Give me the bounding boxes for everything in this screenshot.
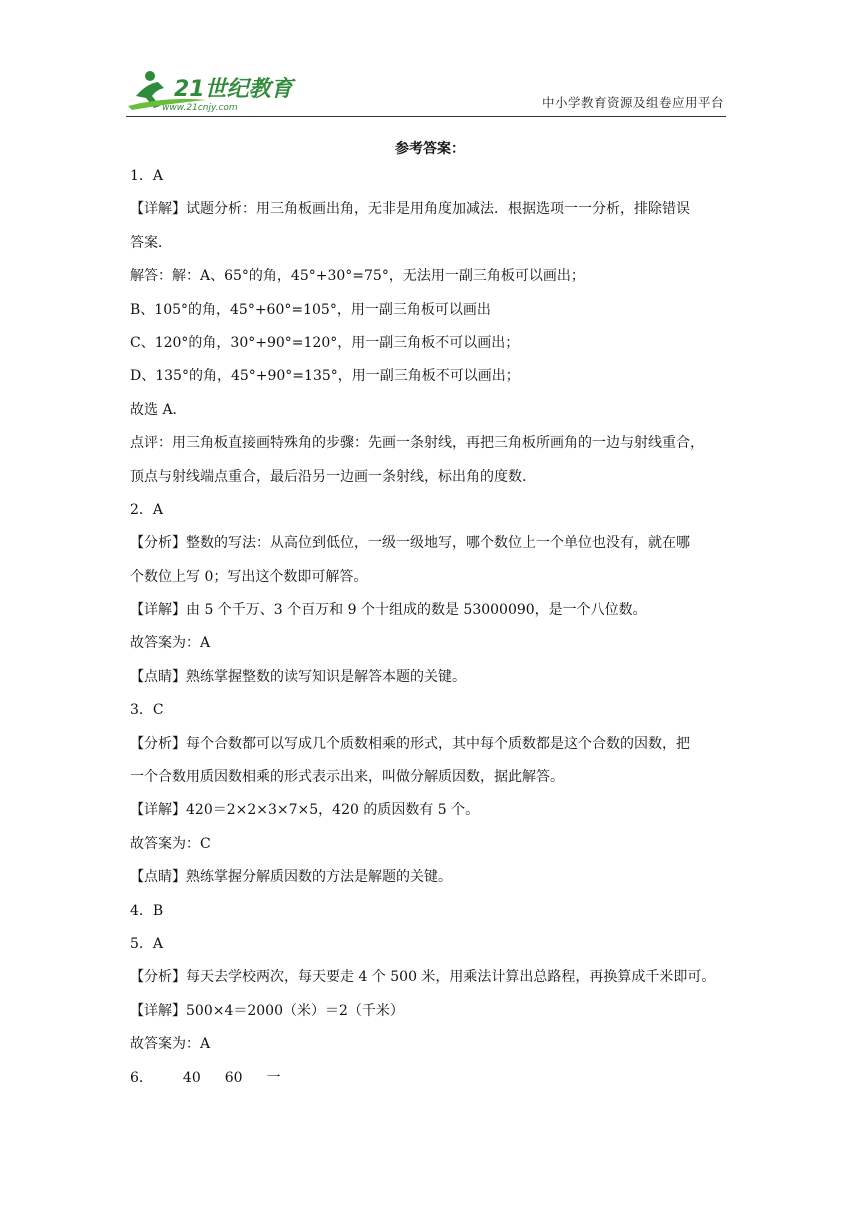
answer-line: 【分析】每个合数都可以写成几个质数相乘的形式，其中每个质数都是这个合数的因数，把 (130, 735, 690, 752)
answer-line: B、105°的角，45°+60°=105°，用一副三角板可以画出 (130, 301, 491, 318)
answer-line: 一个合数用质因数相乘的形式表示出来，叫做分解质因数，据此解答。 (130, 769, 564, 786)
answer-line: 故选 A． (130, 401, 187, 418)
answer-line: D、135°的角，45°+90°=135°，用一副三角板不可以画出； (130, 368, 520, 385)
answer-content (130, 160, 734, 1095)
q6-answer-c: 一 (266, 1069, 281, 1086)
answer-line: 点评：用三角板直接画特殊角的步骤：先画一条射线，再把三角板所画角的一边与射线重合， (130, 435, 704, 452)
answer-line: 【详解】试题分析：用三角板画出角，无非是用角度加减法．根据选项一一分析，排除错误 (130, 201, 690, 218)
answer-line: 【详解】500×4＝2000（米）＝2（千米） (130, 1002, 404, 1019)
answer-line: 答案． (130, 234, 172, 251)
answer-line: 故答案为：A (130, 635, 211, 652)
answer-line: 顶点与射线端点重合，最后沿另一边画一条射线，标出角的度数． (130, 468, 536, 485)
answer-line: 【点睛】熟练掌握分解质因数的方法是解题的关键。 (130, 869, 452, 886)
answer-line: 5．A (130, 935, 164, 952)
answer-line-q6 (130, 1062, 734, 1095)
q6-answer-b: 60 (224, 1069, 243, 1086)
answer-line: 个数位上写 0；写出这个数即可解答。 (130, 568, 368, 585)
answer-line: 2．A (130, 501, 164, 518)
answer-line: 故答案为：C (130, 835, 211, 852)
answer-title: 参考答案： (395, 141, 465, 157)
q6-answer-a: 40 (182, 1069, 201, 1086)
answer-line: 解答：解：A、65°的角，45°+30°=75°，无法用一副三角板可以画出； (130, 268, 585, 285)
q6-number: 6． (130, 1069, 153, 1086)
svg-text:21世纪教育: 21世纪教育 (174, 77, 293, 102)
answer-line: 【分析】整数的写法：从高位到低位，一级一级地写，哪个数位上一个单位也没有，就在哪 (130, 535, 690, 552)
answer-line: 【详解】420＝2×2×3×7×5，420 的质因数有 5 个。 (130, 802, 480, 819)
site-logo (126, 66, 296, 114)
answer-line: 1．A (130, 168, 164, 184)
page-header (126, 66, 726, 117)
answer-line: 【点睛】熟练掌握整数的读写知识是解答本题的关键。 (130, 668, 466, 685)
svg-text:www.21cnjy.com: www.21cnjy.com (162, 103, 238, 113)
answer-line: 【详解】由 5 个千万、3 个百万和 9 个十组成的数是 53000090，是一个八位数。 (130, 602, 647, 619)
answer-line: 【分析】每天去学校两次，每天要走 4 个 500 米，用乘法计算出总路程，再换算成千米即可。 (130, 969, 716, 986)
answer-line: 3．C (130, 702, 164, 719)
answer-line: C、120°的角，30°+90°=120°，用一副三角板不可以画出； (130, 334, 520, 351)
platform-name: 中小学教育资源及组卷应用平台 (541, 95, 724, 110)
answer-line: 4．B (130, 902, 164, 919)
answer-line: 故答案为：A (130, 1036, 211, 1053)
